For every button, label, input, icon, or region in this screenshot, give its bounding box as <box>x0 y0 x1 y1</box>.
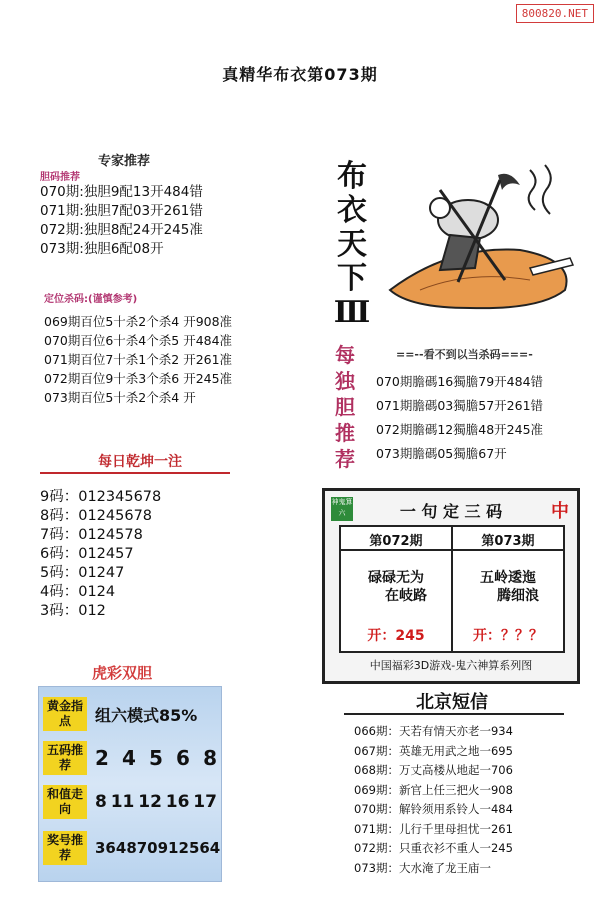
art-vertical-title: 布 衣 天 下 Ⅲ <box>333 159 371 330</box>
prediction-box <box>322 488 580 684</box>
page-title: 真精华布衣第073期 <box>222 65 378 84</box>
daily-dan-vertical-label: 每 独 胆 推 荐 <box>335 343 355 471</box>
expert-lines <box>40 183 203 259</box>
list-item: 072期百位9十杀3个杀6 开245准 <box>44 371 233 386</box>
tiger-row-value: 8 11 12 16 17 <box>95 792 217 812</box>
list-item: 5码：01247 <box>40 565 125 581</box>
prediction-badge: 神鬼算六 <box>331 497 353 521</box>
daily-dan-lines <box>376 370 543 466</box>
daily-code-lines <box>40 488 161 621</box>
list-item: 071期百位7十杀1个杀2 开261准 <box>44 352 233 367</box>
prediction-table <box>339 525 565 653</box>
beijing-lines <box>354 722 513 878</box>
position-kill-subheading: 定位杀码:(谨慎参考) <box>44 294 138 305</box>
tiger-row <box>39 783 221 821</box>
list-item: 066期：天若有情天亦老一934 <box>354 724 513 738</box>
list-item: 071期:独胆7配03开261错 <box>40 203 203 219</box>
position-kill-lines <box>44 312 232 407</box>
list-item: 073期:独胆6配08开 <box>40 241 164 257</box>
prediction-left-riddle: 碌碌无为 在岐路 <box>368 570 427 604</box>
list-item: 072期:独胆8配24开245准 <box>40 222 203 238</box>
list-item: 3码：012 <box>40 603 106 619</box>
expert-subheading: 胆码推荐 <box>40 172 80 183</box>
tiger-row-label: 和值走向 <box>43 785 87 819</box>
tiger-row-label: 五码推荐 <box>43 741 87 775</box>
beijing-heading: 北京短信 <box>416 692 488 713</box>
list-item: 070期膽碼16獨膽79开484错 <box>376 374 544 389</box>
tiger-row <box>39 829 221 867</box>
list-item: 9码：012345678 <box>40 489 162 505</box>
tiger-row <box>39 739 221 777</box>
prediction-left-open: 开：245 <box>367 628 425 644</box>
prediction-caption: 中国福彩3D游戏-鬼六神算系列图 <box>369 659 533 672</box>
list-item: 073期：大水淹了龙王庙一 <box>354 860 491 875</box>
daily-code-heading: 每日乾坤一注 <box>98 454 182 470</box>
prediction-heading: 一 句 定 三 码 <box>399 502 503 521</box>
list-item: 072期：只重衣衫不重人一245 <box>354 841 513 855</box>
tiger-row-value: 364 870 912 564 <box>95 839 221 857</box>
prediction-left-title: 第072期 <box>369 534 423 549</box>
list-item: 8码：01245678 <box>40 508 153 524</box>
list-item: 070期：解铃须用系铃人一484 <box>354 802 513 816</box>
list-item: 070期:独胆9配13开484错 <box>40 184 203 200</box>
list-item: 073期膽碼05獨膽67开 <box>376 446 507 461</box>
zhong-icon: 中 <box>551 501 569 522</box>
tiger-heading: 虎彩双胆 <box>92 664 153 682</box>
list-item: 072期膽碼12獨膽48开245准 <box>376 422 544 437</box>
tiger-row <box>39 695 221 733</box>
list-item: 069期百位5十杀2个杀4 开908准 <box>44 314 233 329</box>
divider <box>344 713 564 715</box>
list-item: 067期：英雄无用武之地一695 <box>354 743 513 758</box>
tiger-row-label: 黄金指点 <box>43 697 87 731</box>
tiger-panel <box>38 686 222 882</box>
divider <box>341 549 563 551</box>
list-item: 6码：012457 <box>40 546 134 562</box>
list-item: 073期百位5十杀2个杀4 开 <box>44 390 196 405</box>
tiger-row-value: 2 4 5 6 8 <box>95 746 217 770</box>
expert-heading: 专家推荐 <box>98 154 151 169</box>
prediction-right-open: 开：？？？ <box>473 628 543 644</box>
list-item: 068期：万丈高楼从地起一706 <box>354 763 513 777</box>
tiger-row-value: 组六模式85% <box>95 705 198 725</box>
daily-dan-heading: ==--看不到以当杀码===- <box>396 348 533 361</box>
prediction-right-title: 第073期 <box>481 534 535 549</box>
list-item: 069期：新官上任三把火一908 <box>354 782 513 797</box>
tiger-row-label: 奖号推荐 <box>43 831 87 865</box>
grim-reaper-illustration <box>380 150 580 320</box>
prediction-right-riddle: 五岭逶迤 腾细浪 <box>480 570 539 604</box>
list-item: 4码：0124 <box>40 584 116 600</box>
list-item: 070期百位6十杀4个杀5 开484准 <box>44 333 233 348</box>
list-item: 071期：儿行千里母担忧一261 <box>354 821 513 836</box>
list-item: 7码：0124578 <box>40 527 143 543</box>
watermark-badge: 800820.NET <box>516 4 594 23</box>
list-item: 071期膽碼03獨膽57开261错 <box>376 398 544 413</box>
divider <box>40 472 230 474</box>
